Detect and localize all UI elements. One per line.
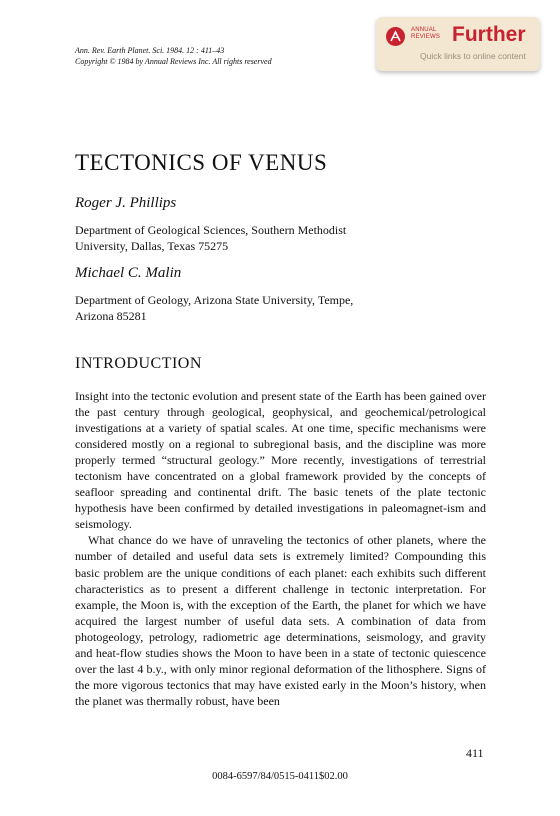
journal-line: Ann. Rev. Earth Planet. Sci. 1984. 12 : 411–43 <box>75 46 225 55</box>
article-title: TECTONICS OF VENUS <box>75 150 328 175</box>
journal-citation <box>75 45 272 67</box>
further-brand: ANNUAL REVIEWS <box>411 27 441 40</box>
article-body <box>75 388 486 709</box>
page-number: 411 <box>466 746 484 760</box>
section-heading: INTRODUCTION <box>75 355 202 372</box>
author-name: Roger J. Phillips <box>75 195 177 211</box>
further-tagline: Quick links to online content <box>420 51 526 61</box>
author-name: Michael C. Malin <box>75 265 182 281</box>
further-title: Further <box>452 23 526 46</box>
footer-code: 0084-6597/84/0515-0411$02.00 <box>212 771 348 782</box>
author-affiliation: Department of Geology, Arizona State University, Tempe, Arizona 85281 <box>75 293 354 323</box>
copyright-line: Copyright © 1984 by Annual Reviews Inc. All rights reserved <box>75 57 272 66</box>
author-affiliation: Department of Geological Sciences, Southern Methodist University, Dallas, Texas 75275 <box>75 223 347 253</box>
body-paragraph: What chance do we have of unraveling the tectonics of other planets, where the number of detailed and useful data sets is extremely limited? Compounding this basic problem are the unique conditions of each planet: each exhibits such different characteristics as to present a different challenge in tectonic interpretation. For example, the Moon is, with the exception of the Earth, the planet for which we have acquired the largest number of useful data sets. A combination of data from photogeology, petrology, radiometric age determinations, seismology, and gravity and heat-flow studies shows the Moon to have been in a state of tectonic quiescence over the last 4 b.y., with only minor regional deformation of the lithosphere. Signs of the more vigorous tectonics that may have existed early in the Moon’s history, when the planet was thermally robust, have been <box>75 533 486 708</box>
body-paragraph: Insight into the tectonic evolution and present state of the Earth has been gained over the past century through geological, geophysical, and geochemical/petrological investigations at a variety of spatial scales. At one time, specific mechanisms were considered mostly on a regional to subregional basis, and the discipline was more properly termed “structural geology.” More recently, investigations of terrestrial tectonism have concentrated on a global framework provided by the concepts of seafloor spreading and continental drift. The basic tenets of the plate tectonic hypothesis have been confirmed by detailed investigations in paleomagnet-ism and seismology. <box>75 389 486 532</box>
annual-reviews-logo-icon <box>386 27 405 46</box>
further-badge[interactable] <box>376 17 540 71</box>
